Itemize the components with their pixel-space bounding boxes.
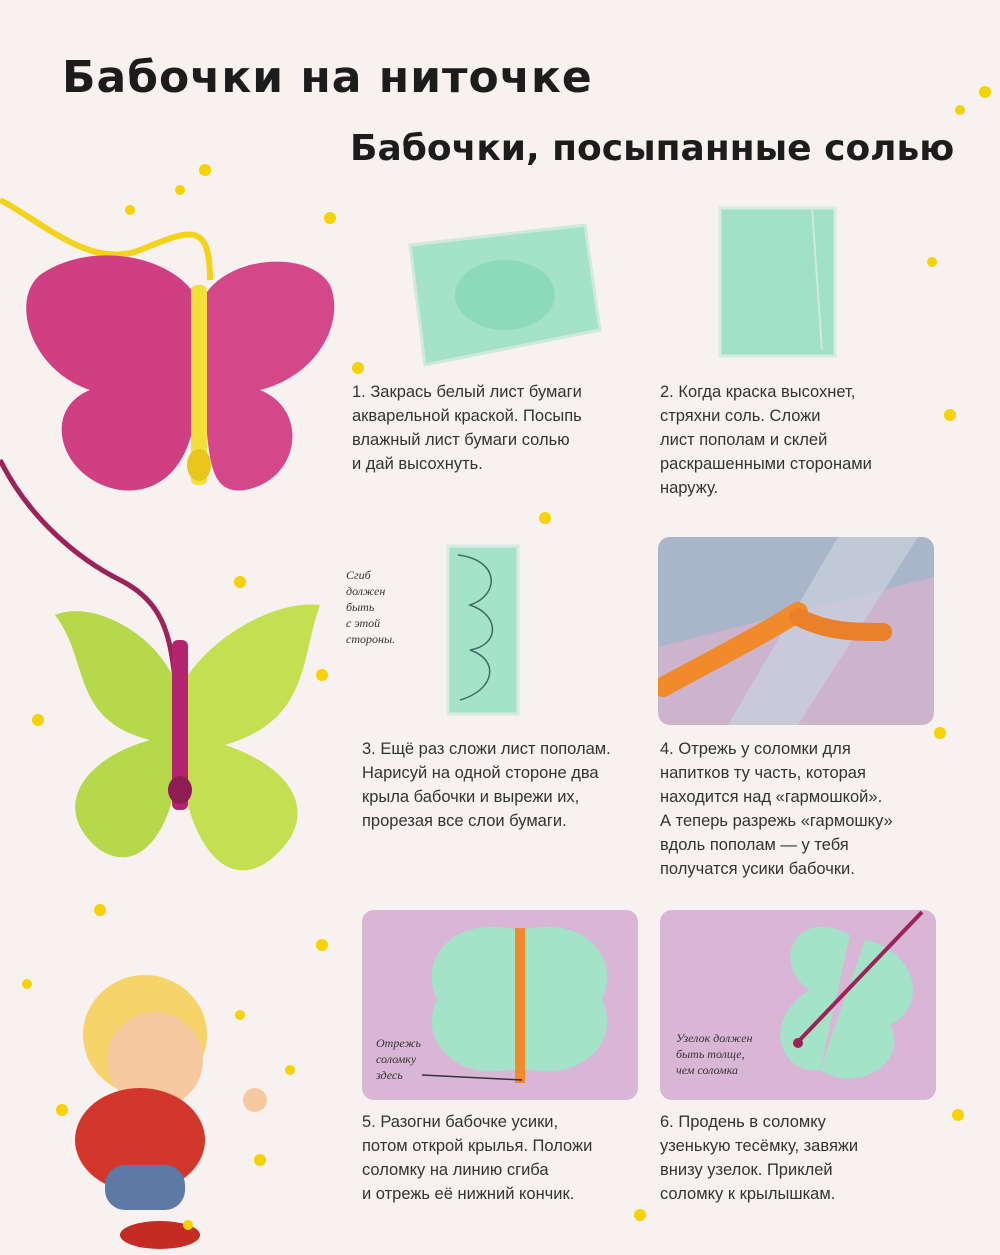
- fold-note: Сгиб должен быть с этой стороны.: [346, 568, 396, 646]
- page-title: Бабочки на ниточке: [62, 52, 593, 103]
- section-subtitle: Бабочки, посыпанные солью: [350, 128, 955, 169]
- knot-note: Узелок должен быть толще, чем соломка: [676, 1031, 753, 1077]
- step-2-image: [712, 200, 847, 360]
- step-2-text: 2. Когда краска высохнет, стряхни соль. Сложи лист пополам и склей раскрашенными сторонами наружу.: [660, 383, 872, 497]
- step-6-text: 6. Продень в соломку узенькую тесёмку, завяжи внизу узелок. Приклей соломку к крылышкам.: [660, 1113, 859, 1203]
- cut-note: Отрежь соломку здесь: [376, 1036, 421, 1082]
- step-4-text: 4. Отрежь у соломки для напитков ту часть, которая находится над «гармошкой». А теперь разрежь «гармошку» вдоль пополам — у тебя получатся усики бабочки.: [660, 740, 893, 878]
- step-3-image: [440, 540, 530, 720]
- step-3-text: 3. Ещё раз сложи лист пополам. Нарисуй на одной стороне два крыла бабочки и вырежи их, прорезая все слои бумаги.: [362, 740, 611, 830]
- step-1-image: [400, 205, 610, 370]
- step-1-text: 1. Закрась белый лист бумаги акварельной краской. Посыпь влажный лист бумаги солью и дай высохнуть.: [352, 383, 582, 473]
- step-4-image: [658, 537, 934, 725]
- step-5-text: 5. Разогни бабочке усики, потом открой крылья. Положи соломку на линию сгиба и отрежь её нижний кончик.: [362, 1113, 593, 1203]
